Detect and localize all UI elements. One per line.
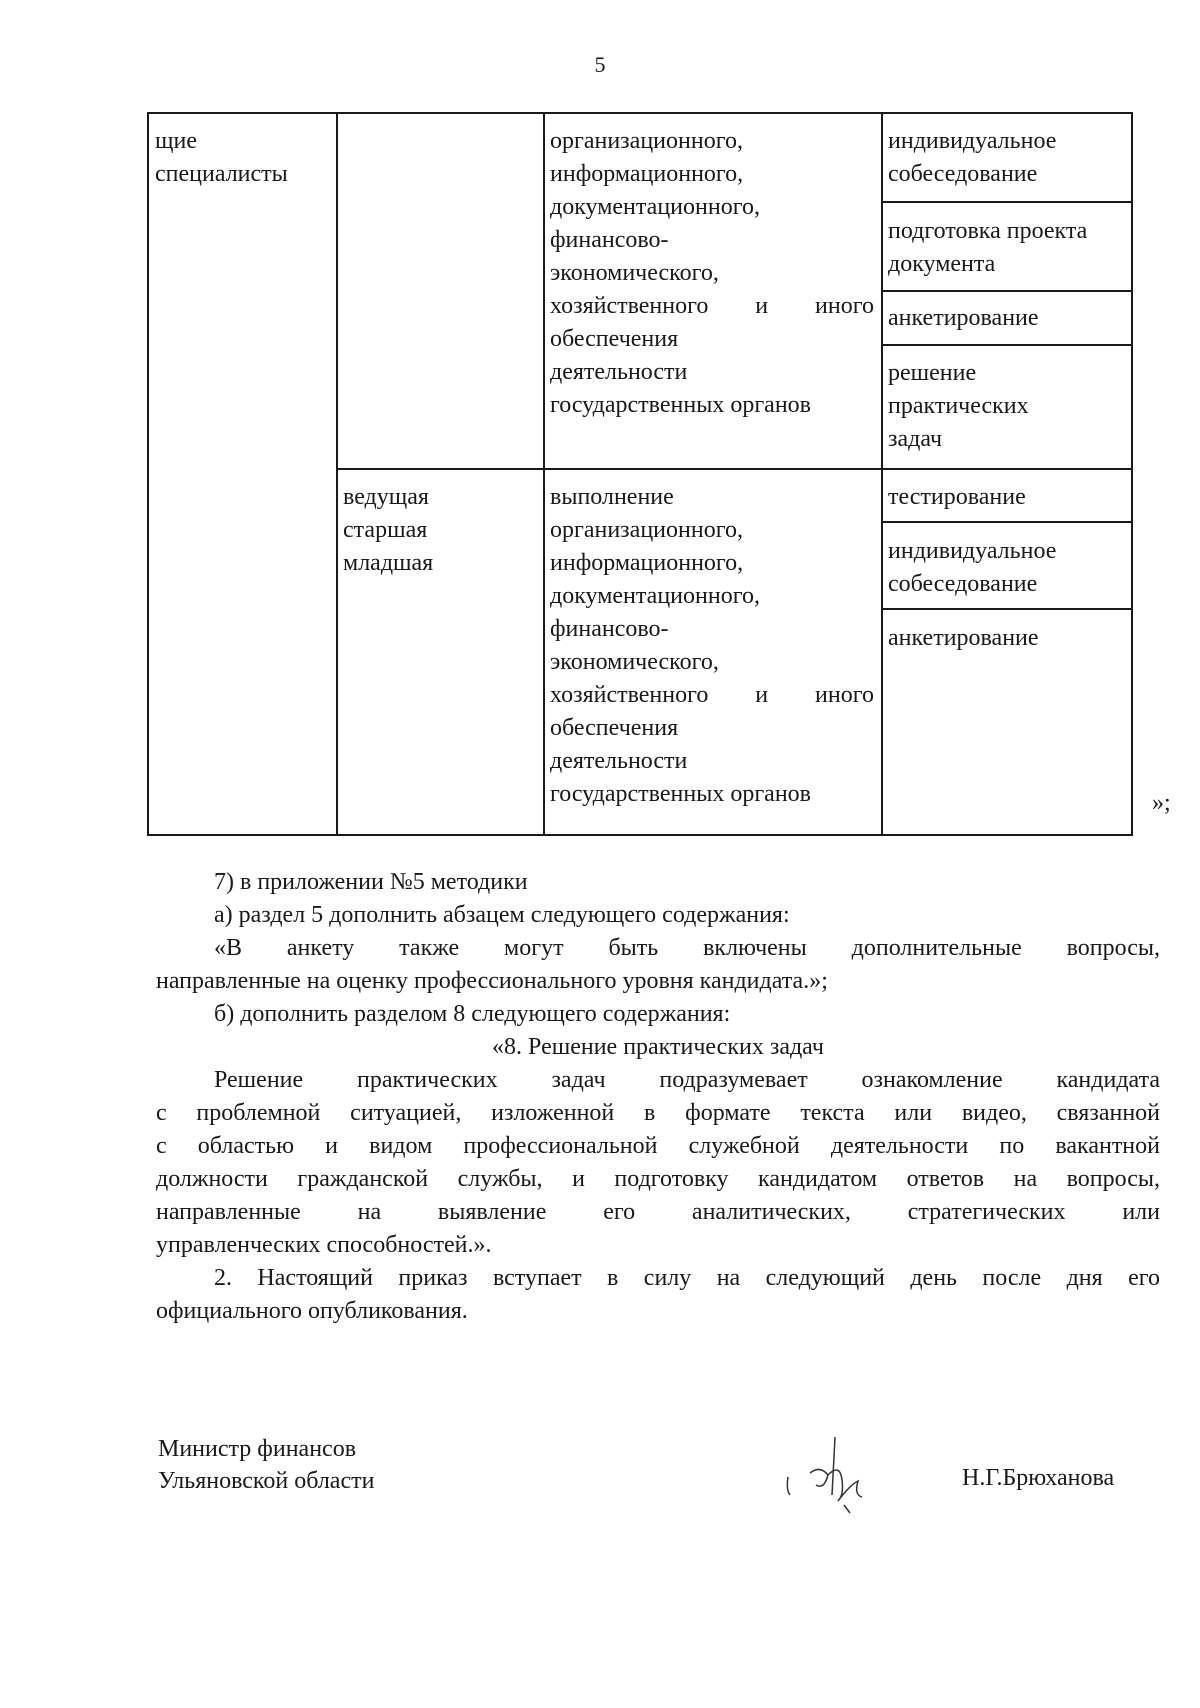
table-border-right	[1131, 112, 1133, 836]
cell-group-row1: щие специалисты	[155, 128, 288, 187]
quote-line: «В анкету также могут быть включены дополнительные вопросы,	[214, 935, 1160, 961]
page-number: 5	[594, 52, 606, 77]
item-7a: а) раздел 5 дополнить абзацем следующего содержания:	[214, 902, 790, 928]
method-cell: подготовка проекта документа	[888, 218, 1088, 277]
cell-functions-row2: выполнение организационного, информационного, документационного, финансово- экономического, хозяйственного и иного обеспечения деятельности государственных органов	[550, 484, 874, 807]
column-divider	[881, 112, 883, 836]
table-border-top	[147, 112, 1133, 114]
signatory-name: Н.Г.Брюханова	[962, 1465, 1115, 1491]
method-cell: индивидуальное собеседование	[888, 538, 1057, 597]
quote-line: направленные на оценку профессионального уровня кандидата.»;	[156, 968, 828, 994]
column-divider	[543, 112, 545, 836]
section-8-line: управленческих способностей.».	[156, 1232, 492, 1258]
clause-2: 2. Настоящий приказ вступает в силу на следующий день после дня его	[214, 1265, 1160, 1291]
section-8-line: должности гражданской службы, и подготовку кандидатом ответов на вопросы,	[156, 1166, 1160, 1192]
method-cell: тестирование	[888, 484, 1026, 510]
section-8-line: направленные на выявление его аналитических, стратегических или	[156, 1199, 1160, 1225]
column-divider	[336, 112, 338, 836]
section-8-line: с проблемной ситуацией, изложенной в формате текста или видео, связанной	[156, 1100, 1160, 1126]
method-cell: анкетирование	[888, 305, 1039, 331]
section-8-line: с областью и видом профессиональной служебной деятельности по вакантной	[156, 1133, 1160, 1159]
method-cell: анкетирование	[888, 625, 1039, 651]
method-divider	[881, 201, 1133, 203]
method-cell: решение практических задач	[888, 360, 1029, 452]
method-divider	[881, 290, 1133, 292]
signatory-title: Министр финансов Ульяновской области	[158, 1436, 375, 1494]
section-8-title: «8. Решение практических задач	[492, 1034, 824, 1060]
item-7b: б) дополнить разделом 8 следующего содержания:	[214, 1001, 731, 1027]
row-divider	[336, 468, 1133, 470]
handwritten-signature	[780, 1435, 880, 1515]
cell-functions-row1: организационного, информационного, документационного, финансово- экономического, хозяйственного и иного обеспечения деятельности государственных органов	[550, 128, 874, 418]
table-border-bottom	[147, 834, 1133, 836]
method-divider	[881, 521, 1133, 523]
closing-quote-mark: »;	[1152, 790, 1171, 816]
method-cell: индивидуальное собеседование	[888, 128, 1057, 187]
method-divider	[881, 344, 1133, 346]
section-8-line: Решение практических задач подразумевает ознакомление кандидата	[214, 1067, 1160, 1093]
item-7: 7) в приложении №5 методики	[214, 869, 528, 895]
table-border-left	[147, 112, 149, 836]
method-divider	[881, 608, 1133, 610]
clause-2: официального опубликования.	[156, 1298, 468, 1324]
cell-grade-row2: ведущая старшая младшая	[343, 484, 434, 576]
